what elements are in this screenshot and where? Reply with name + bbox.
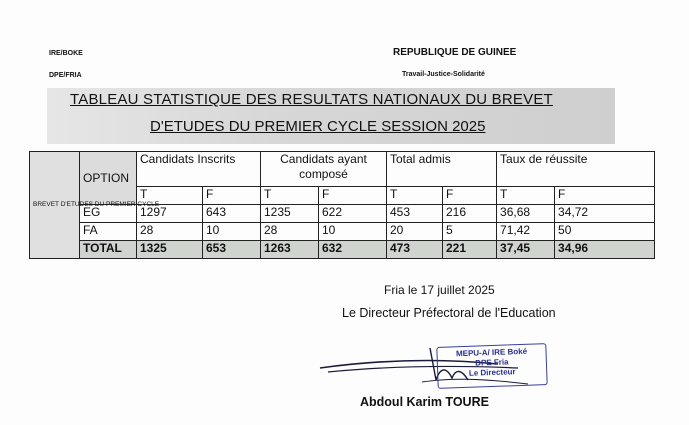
total-label: TOTAL <box>80 241 137 259</box>
official-stamp <box>436 343 547 389</box>
value-cell: 1297 <box>137 205 203 223</box>
signatory-name: Abdoul Karim TOURE <box>360 395 489 409</box>
value-cell: 453 <box>387 205 443 223</box>
sub-f: F <box>443 187 497 205</box>
total-cell: 473 <box>387 241 443 259</box>
total-cell: 37,45 <box>497 241 555 259</box>
total-cell: 653 <box>203 241 261 259</box>
value-cell: 10 <box>319 223 387 241</box>
group-taux: Taux de réussite <box>497 152 655 187</box>
group-admis: Total admis <box>387 152 497 187</box>
total-cell: 1263 <box>261 241 319 259</box>
sub-t: T <box>497 187 555 205</box>
total-cell: 34,96 <box>555 241 655 259</box>
table-row <box>30 223 655 241</box>
sub-f: F <box>555 187 655 205</box>
header-dpe: DPE/FRIA <box>49 72 82 79</box>
value-cell: 622 <box>319 205 387 223</box>
value-cell: 34,72 <box>555 205 655 223</box>
stamp-line-2: DPE Fria <box>475 357 509 368</box>
group-composes: Candidats ayant composé <box>261 152 387 187</box>
value-cell: 50 <box>555 223 655 241</box>
stamp-line-3: Le Directeur <box>468 367 516 378</box>
title-line-1: TABLEAU STATISTIQUE DES RESULTATS NATIONAUX DU BREVET <box>70 91 553 108</box>
value-cell: 28 <box>137 223 203 241</box>
signature-date: Fria le 17 juillet 2025 <box>384 283 495 297</box>
value-cell: 28 <box>261 223 319 241</box>
sub-f: F <box>319 187 387 205</box>
side-label: BREVET D'ETUDES DU PREMIER CYCLE <box>33 201 160 208</box>
stamp-line-1: MEPU-A/ IRE Boké <box>455 346 528 359</box>
sub-t: T <box>137 187 203 205</box>
value-cell: 36,68 <box>497 205 555 223</box>
group-inscrits: Candidats Inscrits <box>137 152 261 187</box>
total-cell: 221 <box>443 241 497 259</box>
value-cell: 5 <box>443 223 497 241</box>
value-cell: 216 <box>443 205 497 223</box>
sub-f: F <box>203 187 261 205</box>
director-title: Le Directeur Préfectoral de l'Education <box>342 306 556 320</box>
sub-t: T <box>261 187 319 205</box>
header-ire: IRE/BOKE <box>49 50 83 57</box>
total-cell: 1325 <box>137 241 203 259</box>
total-row <box>30 241 655 259</box>
header-motto: Travail-Justice-Solidarité <box>402 71 485 78</box>
title-line-2: D'ETUDES DU PREMIER CYCLE SESSION 2025 <box>150 118 486 135</box>
value-cell: 71,42 <box>497 223 555 241</box>
value-cell: 20 <box>387 223 443 241</box>
value-cell: 643 <box>203 205 261 223</box>
results-table <box>29 151 655 259</box>
value-cell: 10 <box>203 223 261 241</box>
option-cell: FA <box>80 223 137 241</box>
sub-t: T <box>387 187 443 205</box>
option-header: OPTION <box>80 152 137 205</box>
value-cell: 1235 <box>261 205 319 223</box>
total-cell: 632 <box>319 241 387 259</box>
header-republic: REPUBLIQUE DE GUINEE <box>393 47 517 58</box>
option-cell: EG <box>80 205 137 223</box>
